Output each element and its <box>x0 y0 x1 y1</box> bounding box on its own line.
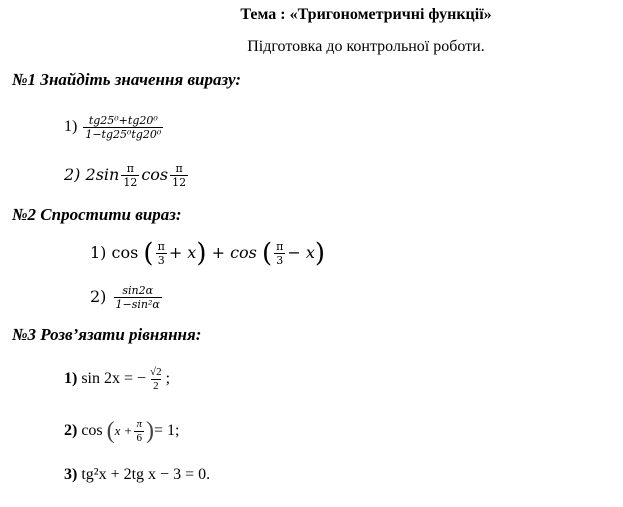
task3-heading: №3 Розв’язати рівняння: <box>12 325 202 344</box>
fraction-denominator: 12 <box>123 176 138 189</box>
fraction <box>156 240 167 267</box>
task1-item1 <box>64 114 165 141</box>
equation: tg²x + 2tg x − 3 = 0. <box>81 466 211 483</box>
fraction-denominator: 1−tg25⁰tg20⁰ <box>85 128 162 141</box>
item-number: 2) <box>64 422 78 440</box>
join-cos: + cos <box>211 243 257 262</box>
item-number: 1) <box>64 370 78 388</box>
task3-item2 <box>64 418 179 445</box>
fraction-denominator: 2 <box>153 380 159 392</box>
task2-item1 <box>90 240 325 267</box>
fraction-numerator: π <box>175 162 183 175</box>
fraction-denominator: 3 <box>157 254 165 267</box>
open-paren: ( <box>143 238 154 269</box>
fraction-denominator: 12 <box>172 176 187 189</box>
fraction-numerator: tg25⁰+tg20⁰ <box>88 114 158 127</box>
expr-prefix: 2sin <box>85 165 120 184</box>
fraction <box>134 418 144 445</box>
minus-x: − x <box>287 243 315 262</box>
inner-x: x + <box>114 423 133 439</box>
fraction-numerator: π <box>276 240 284 253</box>
equation-left: sin 2x = − <box>81 370 147 388</box>
expr-mid: cos <box>141 165 169 184</box>
open-paren: ( <box>106 418 115 444</box>
fraction <box>148 366 164 393</box>
fraction <box>114 284 162 311</box>
task1-heading: №1 Знайдіть значення виразу: <box>12 70 241 89</box>
open-paren: ( <box>261 238 273 269</box>
close-paren: ) <box>145 418 154 444</box>
plus-x: + x <box>168 243 197 262</box>
fraction-numerator: π <box>136 418 142 430</box>
equation-end: = 1; <box>153 422 180 440</box>
item-number: 3) <box>64 466 78 483</box>
item-number: 1) <box>90 243 107 262</box>
page-title: Тема : «Тригонометричні функції» <box>240 6 492 23</box>
task2-heading: №2 Спростити вираз: <box>12 205 182 224</box>
fraction-numerator: √2 <box>150 366 162 378</box>
close-paren: ) <box>196 238 207 269</box>
fn-cos: cos <box>111 243 139 262</box>
fraction-numerator: sin2α <box>122 284 154 297</box>
fraction <box>83 114 163 141</box>
task2-item2 <box>90 284 164 311</box>
task1-item2 <box>64 162 190 189</box>
close-paren: ) <box>314 238 326 269</box>
item-number: 1) <box>64 118 78 136</box>
fraction-numerator: π <box>126 162 134 175</box>
equation-end: ; <box>165 370 171 388</box>
fraction <box>121 162 139 189</box>
task3-item3 <box>64 466 210 484</box>
item-number: 2) <box>64 165 81 184</box>
fraction-numerator: π <box>157 240 165 253</box>
fraction-denominator: 3 <box>276 254 284 267</box>
fraction-denominator: 1−sin²α <box>115 298 160 311</box>
fn-cos: cos <box>81 422 103 440</box>
item-number: 2) <box>90 287 107 306</box>
fraction <box>170 162 188 189</box>
page-subtitle: Підготовка до контрольної роботи. <box>247 38 485 55</box>
fraction <box>274 240 285 267</box>
task3-item1 <box>64 366 170 393</box>
fraction-denominator: 6 <box>136 432 142 444</box>
